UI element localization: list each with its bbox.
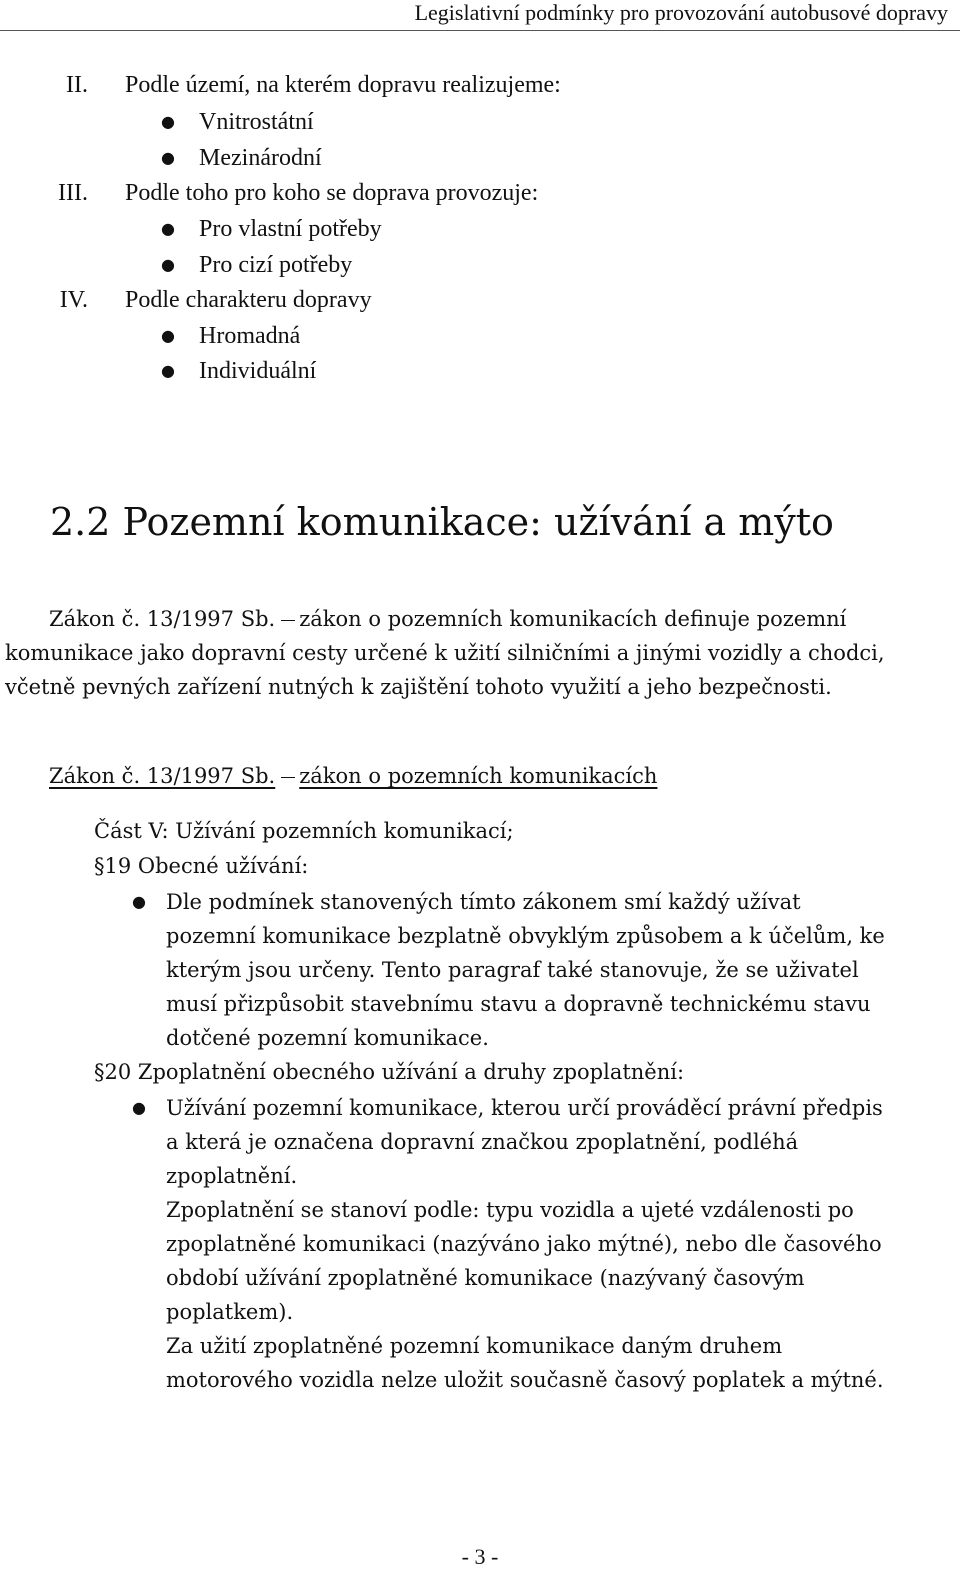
law-link[interactable] xyxy=(49,759,657,793)
dash-glyph xyxy=(281,777,295,778)
list-item: Hromadná xyxy=(199,323,301,349)
list-numeral: II. xyxy=(66,72,88,98)
list-item: Pro vlastní potřeby xyxy=(199,216,382,242)
s20-line: a která je označena dopravní značkou zpoplatnění, podléhá xyxy=(166,1130,799,1154)
law-link-title: zákon o pozemních komunikacích xyxy=(299,764,658,788)
section-symbol: § xyxy=(94,1060,105,1084)
s20-line: zpoplatnění. xyxy=(166,1164,298,1188)
s19-line: dotčené pozemní komunikace. xyxy=(166,1026,489,1050)
part-title: Část V: Užívání pozemních komunikací; xyxy=(94,819,514,843)
list-title: Podle území, na kterém dopravu realizujeme: xyxy=(125,72,561,98)
s20-line: období užívání zpoplatněné komunikace (nazývaný časovým xyxy=(166,1266,805,1290)
s20-line: Užívání pozemní komunikace, kterou určí prováděcí právní předpis xyxy=(166,1096,883,1120)
running-header: Legislativní podmínky pro provozování autobusové dopravy xyxy=(414,0,948,25)
bullet-icon: ● xyxy=(132,892,146,911)
s20-line: zpoplatněné komunikaci (nazýváno jako mýtné), nebo dle časového xyxy=(166,1232,882,1256)
s20-line: motorového vozidla nelze uložit současně časový poplatek a mýtné. xyxy=(166,1368,884,1392)
list-item: Mezinárodní xyxy=(199,145,322,171)
header-rule xyxy=(0,30,960,31)
bullet-icon: ● xyxy=(161,361,175,380)
bullet-icon: ● xyxy=(132,1098,146,1117)
law-reference: Zákon č. 13/1997 Sb. xyxy=(49,607,276,631)
list-item: Individuální xyxy=(199,358,317,384)
s20-line: Zpoplatnění se stanoví podle: typu vozidla a ujeté vzdálenosti po xyxy=(166,1198,854,1222)
list-item: Pro cizí potřeby xyxy=(199,252,353,278)
page-number: - 3 - xyxy=(461,1544,499,1569)
list-title: Podle toho pro koho se doprava provozuje: xyxy=(125,180,539,206)
paragraph-19-title-text: 19 Obecné užívání: xyxy=(104,854,309,878)
law-link-ref: Zákon č. 13/1997 Sb. xyxy=(49,764,276,788)
s20-line: poplatkem). xyxy=(166,1300,294,1324)
intro-text: zákon o pozemních komunikacích definuje pozemní komunikace jako dopravní cesty určené k užití silničními a jinými vozidly a chodci, včetně pevných zařízení nutných k zajištění tohoto využití a jeho bezpečnosti. xyxy=(5,607,885,699)
section-heading: 2.2 Pozemní komunikace: užívání a mýto xyxy=(50,500,834,544)
bullet-icon: ● xyxy=(161,255,175,274)
paragraph-19-title xyxy=(94,849,308,883)
s19-line: kterým jsou určeny. Tento paragraf také stanovuje, že se uživatel xyxy=(166,958,859,982)
list-title: Podle charakteru dopravy xyxy=(125,287,372,313)
section-symbol: § xyxy=(94,854,105,878)
list-numeral: III. xyxy=(58,180,88,206)
bullet-icon: ● xyxy=(161,219,175,238)
list-numeral: IV. xyxy=(59,287,88,313)
bullet-icon: ● xyxy=(161,148,175,167)
paragraph-20-title xyxy=(94,1055,684,1089)
s20-line: Za užití zpoplatněné pozemní komunikace daným druhem xyxy=(166,1334,783,1358)
dash-glyph xyxy=(281,620,295,621)
s19-line: Dle podmínek stanovených tímto zákonem smí každý užívat xyxy=(166,890,801,914)
bullet-icon: ● xyxy=(161,112,175,131)
intro-paragraph xyxy=(5,602,930,704)
s19-line: musí přizpůsobit stavebnímu stavu a dopravně technickému stavu xyxy=(166,992,871,1016)
list-item: Vnitrostátní xyxy=(199,109,314,135)
bullet-icon: ● xyxy=(161,326,175,345)
s19-line: pozemní komunikace bezplatně obvyklým způsobem a k účelům, ke xyxy=(166,924,885,948)
paragraph-20-title-text: 20 Zpoplatnění obecného užívání a druhy zpoplatnění: xyxy=(104,1060,685,1084)
